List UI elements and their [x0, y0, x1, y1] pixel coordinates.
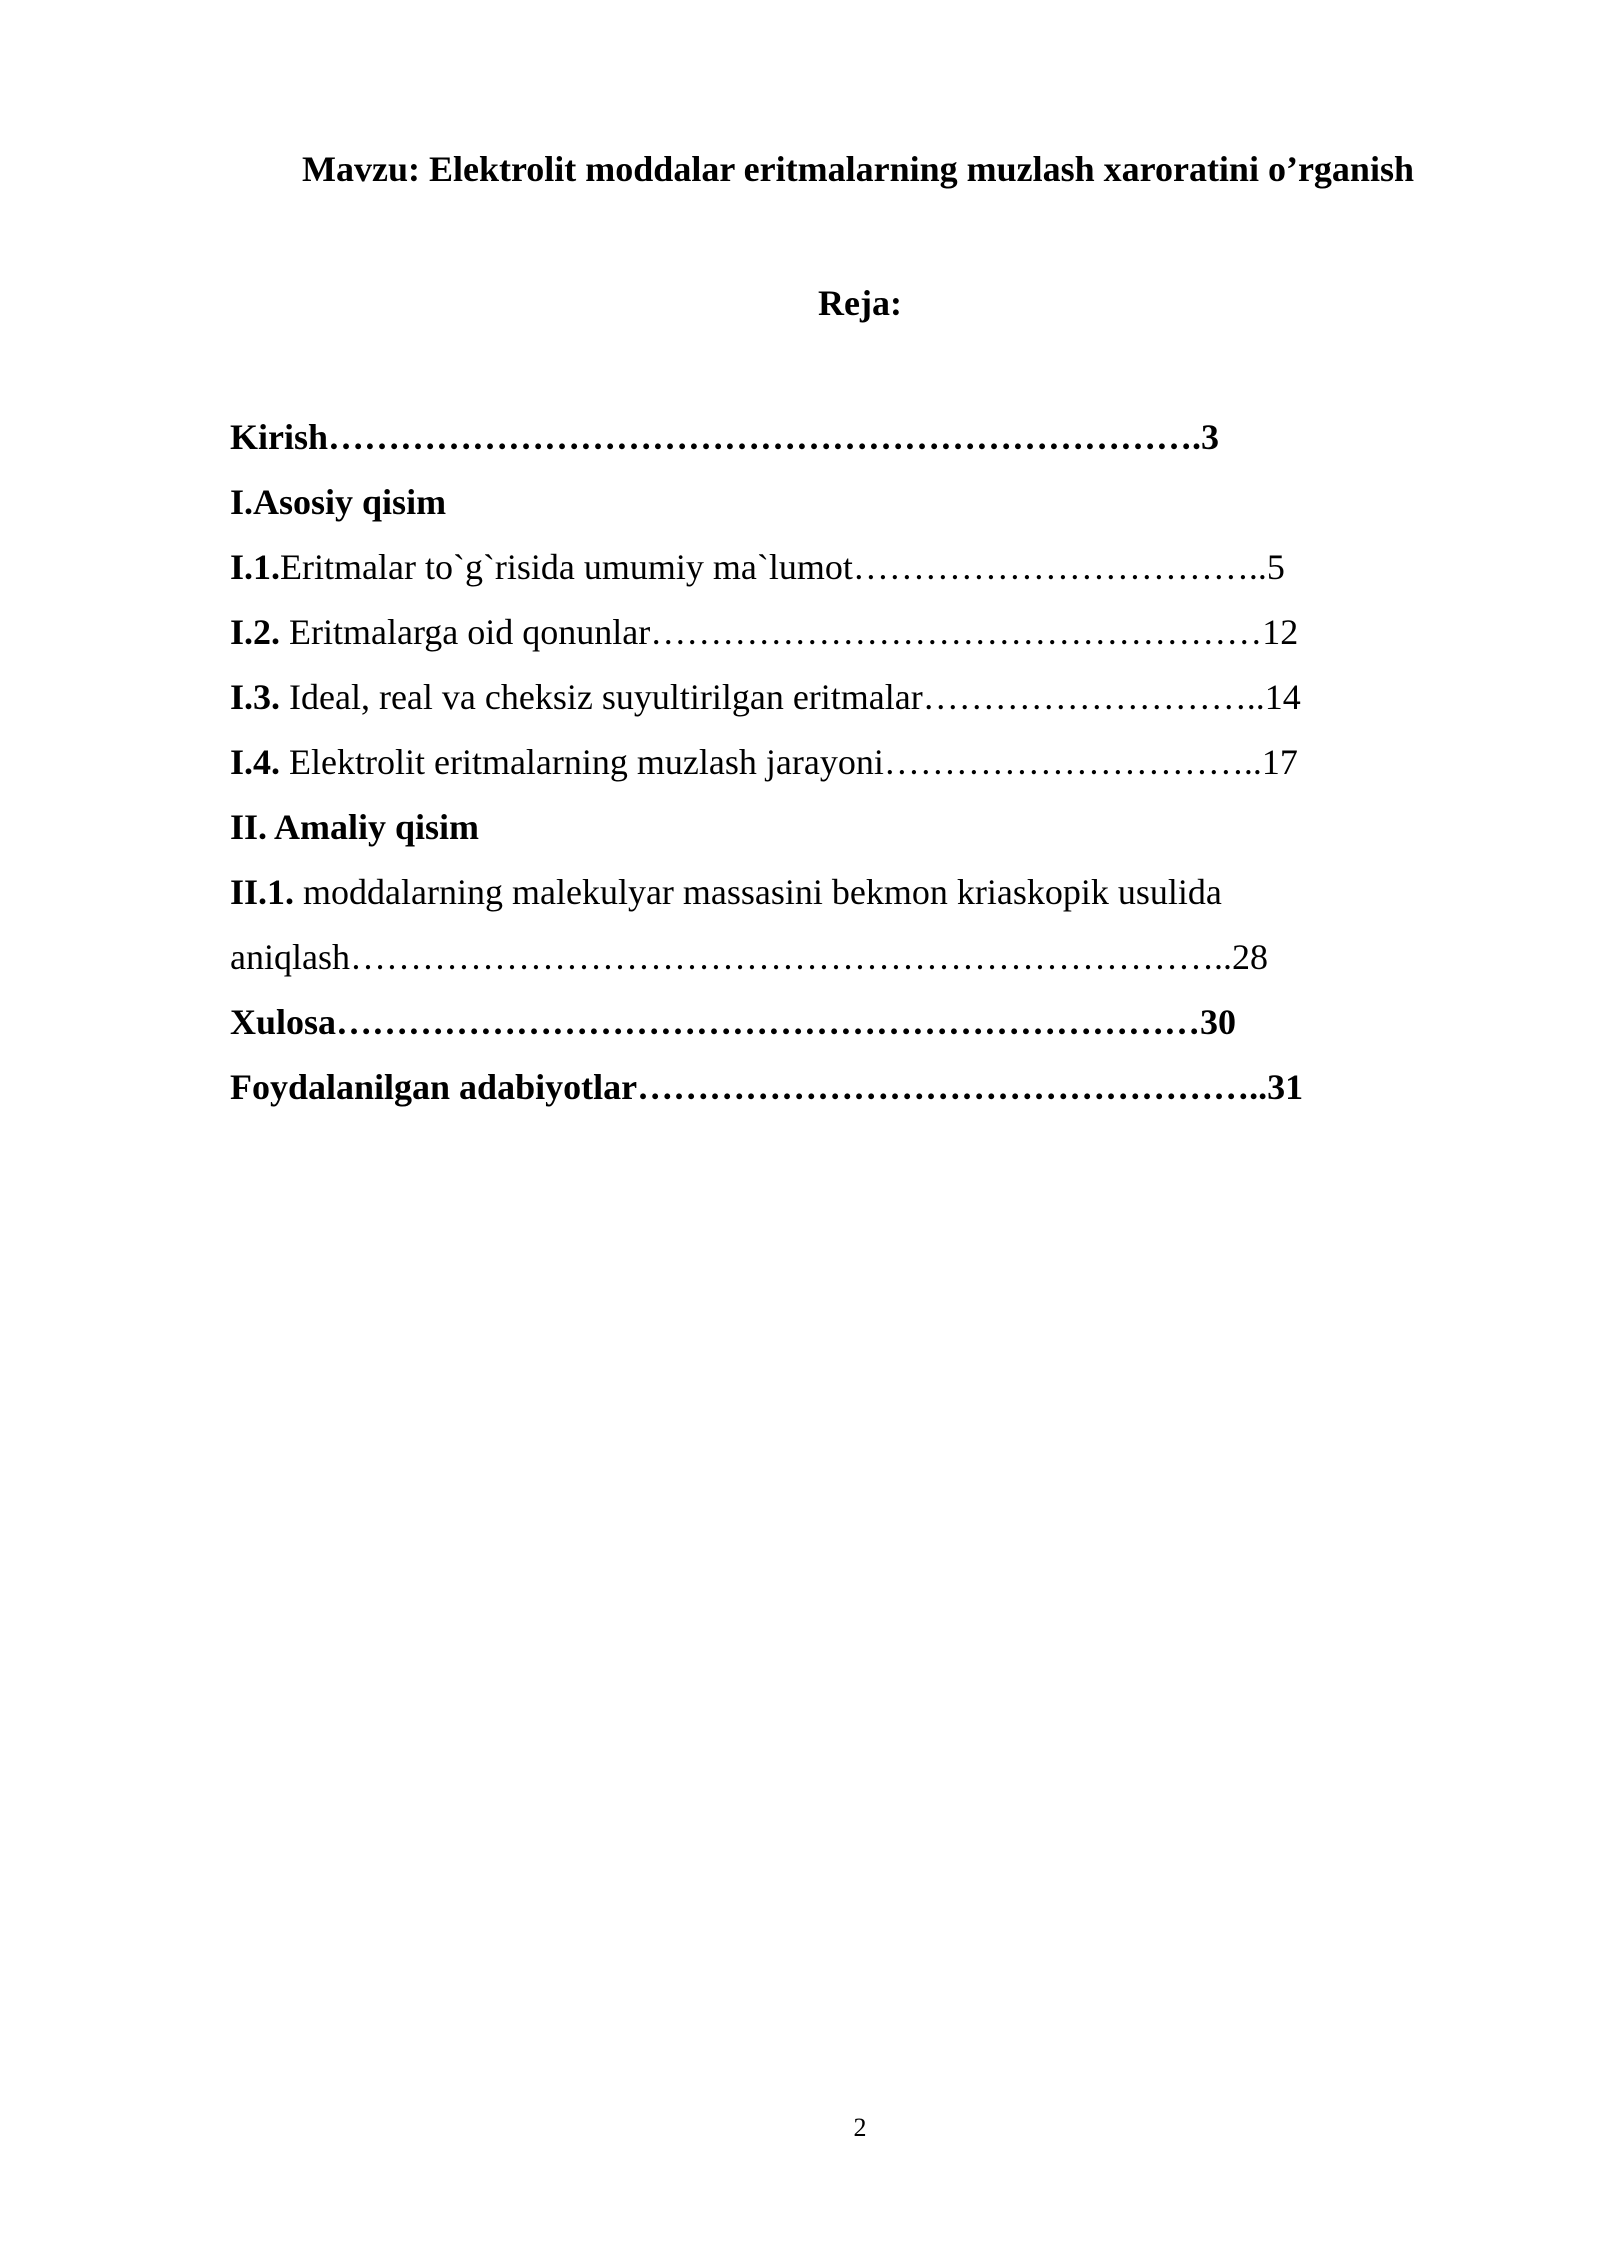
toc-page-number: 12 [1262, 612, 1299, 652]
toc-entry-xulosa [230, 997, 1370, 1062]
table-of-contents [230, 412, 1370, 1127]
toc-leader-dots: ……………………….. [922, 677, 1265, 717]
toc-text: Eritmalarga oid qonunlar [280, 612, 651, 652]
plan-heading: Reja: [818, 283, 902, 323]
toc-text: aniqlash [230, 937, 350, 977]
toc-number: I.2. [230, 612, 281, 652]
page-number: 2 [853, 2113, 867, 2142]
toc-page-number: 3 [1201, 417, 1220, 457]
toc-entry-i4 [230, 737, 1370, 802]
toc-text: Elektrolit eritmalarning muzlash jarayoni [280, 742, 884, 782]
toc-entry-i3 [230, 672, 1370, 737]
toc-entry-adabiyotlar [230, 1062, 1370, 1127]
toc-number: II.1. [230, 872, 295, 912]
toc-label: I.Asosiy qisim [230, 482, 447, 522]
toc-leader-dots: ………………………………………………………………. [328, 417, 1202, 457]
toc-number: I.3. [230, 677, 281, 717]
toc-leader-dots: …………………………………………….. [637, 1067, 1268, 1107]
toc-label: Foydalanilgan adabiyotlar [230, 1067, 638, 1107]
toc-page-number: 5 [1266, 547, 1285, 587]
document-title: Mavzu: Elektrolit moddalar eritmalarning muzlash xaroratini o’rganish [302, 149, 1414, 189]
toc-number: I.1. [230, 547, 281, 587]
toc-text: moddalarning malekulyar massasini bekmon kriaskopik usulida [294, 872, 1222, 912]
toc-page-number: 28 [1231, 937, 1268, 977]
toc-label: II. Amaliy qisim [230, 807, 480, 847]
toc-text: Eritmalar to`g`risida umumiy ma`lumot [280, 547, 853, 587]
toc-entry-i2 [230, 607, 1370, 672]
toc-entry-i1 [230, 542, 1370, 607]
toc-leader-dots: …………………………….. [852, 547, 1267, 587]
toc-label: Xulosa [230, 1002, 337, 1042]
toc-page-number: 30 [1200, 1002, 1237, 1042]
toc-section-amaliy [230, 802, 1370, 867]
toc-entry-ii1-continued [230, 932, 1370, 997]
toc-text: Ideal, real va cheksiz suyultirilgan eritmalar [280, 677, 923, 717]
toc-entry-kirish [230, 412, 1370, 477]
toc-entry-ii1 [230, 867, 1370, 932]
toc-leader-dots: ………………………….. [883, 742, 1262, 782]
toc-section-asosiy [230, 477, 1370, 542]
toc-page-number: 17 [1261, 742, 1298, 782]
toc-leader-dots: ……………………………………………………………….. [349, 937, 1232, 977]
toc-label: Kirish [230, 417, 329, 457]
toc-page-number: 14 [1264, 677, 1301, 717]
toc-page-number: 31 [1267, 1067, 1304, 1107]
toc-leader-dots: …………………………………………… [650, 612, 1263, 652]
toc-leader-dots: ……………………………………………………………… [336, 1002, 1201, 1042]
toc-number: I.4. [230, 742, 281, 782]
